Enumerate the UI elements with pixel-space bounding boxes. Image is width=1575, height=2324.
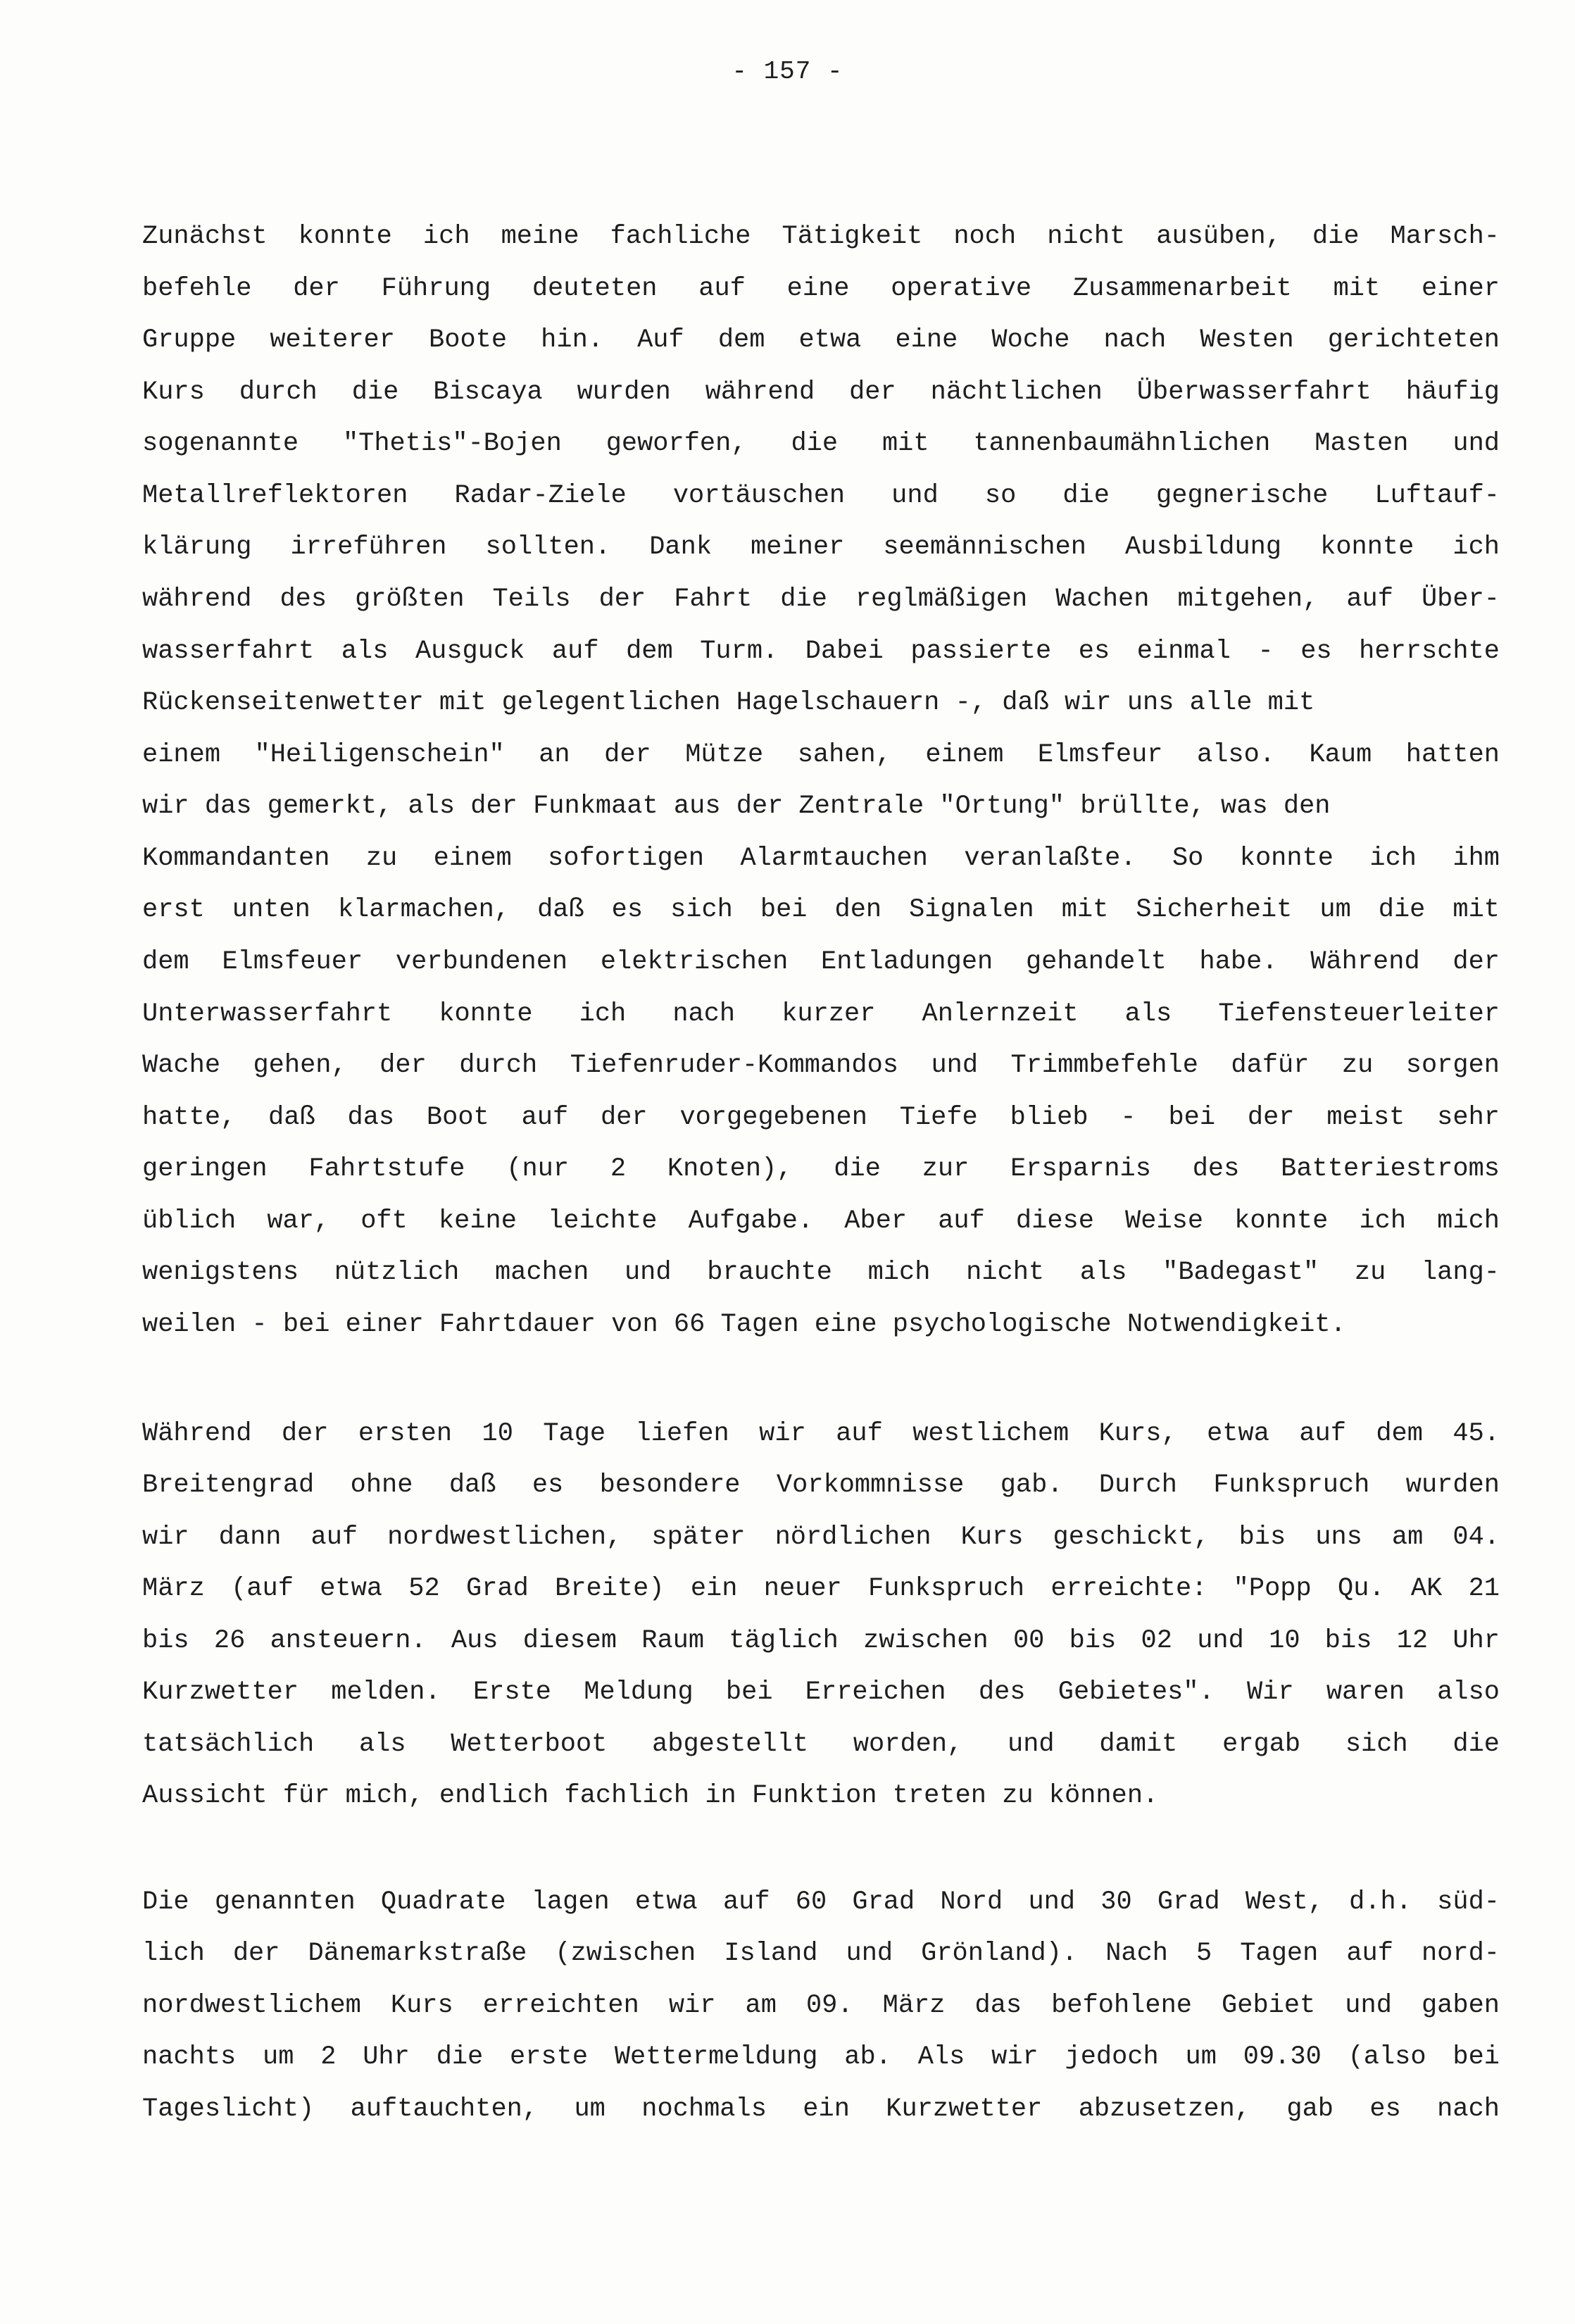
p1-line-4: Kurs durch die Biscaya wurden während der nächtlichen Überwasserfahrt häufig (142, 377, 1500, 407)
p2-line-5: bis 26 ansteuern. Aus diesem Raum täglich zwischen 00 bis 02 und 10 bis 12 Uhr (142, 1626, 1500, 1656)
p2-line-3: wir dann auf nordwestlichen, später nördlichen Kurs geschickt, bis uns am 04. (142, 1523, 1500, 1552)
p2-line-6: Kurzwetter melden. Erste Meldung bei Erreichen des Gebietes". Wir waren also (142, 1678, 1500, 1707)
p3-line-2: lich der Dänemarkstraße (zwischen Island und Grönland). Nach 5 Tagen auf nord- (142, 1939, 1500, 1968)
p3-line-5: Tageslicht) auftauchten, um nochmals ein Kurzwetter abzusetzen, gab es nach (142, 2094, 1500, 2124)
p1-line-16: Unterwasserfahrt konnte ich nach kurzer Anlernzeit als Tiefensteuerleiter (142, 999, 1500, 1029)
p1-line-3: Gruppe weiterer Boote hin. Auf dem etwa eine Woche nach Westen gerichteten (142, 325, 1500, 355)
p1-line-10: Rückenseitenwetter mit gelegentlichen Hagelschauern -, daß wir uns alle mit (142, 688, 1315, 718)
p1-line-2: befehle der Führung deuteten auf eine operative Zusammenarbeit mit einer (142, 274, 1500, 304)
p2-line-4: März (auf etwa 52 Grad Breite) ein neuer Funkspruch erreichte: "Popp Qu. AK 21 (142, 1574, 1500, 1604)
p2-line-1: Während der ersten 10 Tage liefen wir auf westlichem Kurs, etwa auf dem 45. (142, 1419, 1500, 1449)
p1-line-6: Metallreflektoren Radar-Ziele vortäuschen und so die gegnerische Luftauf- (142, 481, 1500, 511)
p1-line-14: erst unten klarmachen, daß es sich bei den Signalen mit Sicherheit um die mit (142, 895, 1500, 925)
p3-line-3: nordwestlichem Kurs erreichten wir am 09. März das befohlene Gebiet und gaben (142, 1991, 1500, 2020)
p3-line-4: nachts um 2 Uhr die erste Wettermeldung ab. Als wir jedoch um 09.30 (also bei (142, 2042, 1500, 2072)
p1-line-18: hatte, daß das Boot auf der vorgegebenen Tiefe blieb - bei der meist sehr (142, 1103, 1500, 1132)
p1-line-20: üblich war, oft keine leichte Aufgabe. Aber auf diese Weise konnte ich mich (142, 1206, 1500, 1236)
p1-line-21: wenigstens nützlich machen und brauchte mich nicht als "Badegast" zu lang- (142, 1258, 1500, 1287)
p1-line-5: sogenannte "Thetis"-Bojen geworfen, die mit tannenbaumähnlichen Masten und (142, 429, 1500, 458)
p1-line-15: dem Elmsfeuer verbundenen elektrischen Entladungen gehandelt habe. Während der (142, 947, 1500, 977)
p1-line-13: Kommandanten zu einem sofortigen Alarmtauchen veranlaßte. So konnte ich ihm (142, 844, 1500, 873)
p2-line-7: tatsächlich als Wetterboot abgestellt worden, und damit ergab sich die (142, 1730, 1500, 1759)
p1-line-22: weilen - bei einer Fahrtdauer von 66 Tagen eine psychologische Notwendigkeit. (142, 1310, 1346, 1339)
p3-line-1: Die genannten Quadrate lagen etwa auf 60 Grad Nord und 30 Grad West, d.h. süd- (142, 1887, 1500, 1917)
p1-line-8: während des größten Teils der Fahrt die reglmäßigen Wachen mitgehen, auf Über- (142, 585, 1500, 614)
p2-line-8: Aussicht für mich, endlich fachlich in Funktion treten zu können. (142, 1781, 1159, 1811)
p1-line-7: klärung irreführen sollten. Dank meiner seemännischen Ausbildung konnte ich (142, 532, 1500, 562)
p1-line-11: einem "Heiligenschein" an der Mütze sahen, einem Elmsfeur also. Kaum hatten (142, 740, 1500, 770)
p1-line-19: geringen Fahrtstufe (nur 2 Knoten), die zur Ersparnis des Batteriestroms (142, 1154, 1500, 1184)
p1-line-17: Wache gehen, der durch Tiefenruder-Kommandos und Trimmbefehle dafür zu sorgen (142, 1051, 1500, 1080)
p2-line-2: Breitengrad ohne daß es besondere Vorkommnisse gab. Durch Funkspruch wurden (142, 1470, 1500, 1500)
page-number: - 157 - (732, 57, 843, 86)
p1-line-12: wir das gemerkt, als der Funkmaat aus der Zentrale "Ortung" brüllte, was den (142, 792, 1331, 821)
p1-line-1: Zunächst konnte ich meine fachliche Tätigkeit noch nicht ausüben, die Marsch- (142, 222, 1500, 251)
p1-line-9: wasserfahrt als Ausguck auf dem Turm. Dabei passierte es einmal - es herrschte (142, 637, 1500, 666)
